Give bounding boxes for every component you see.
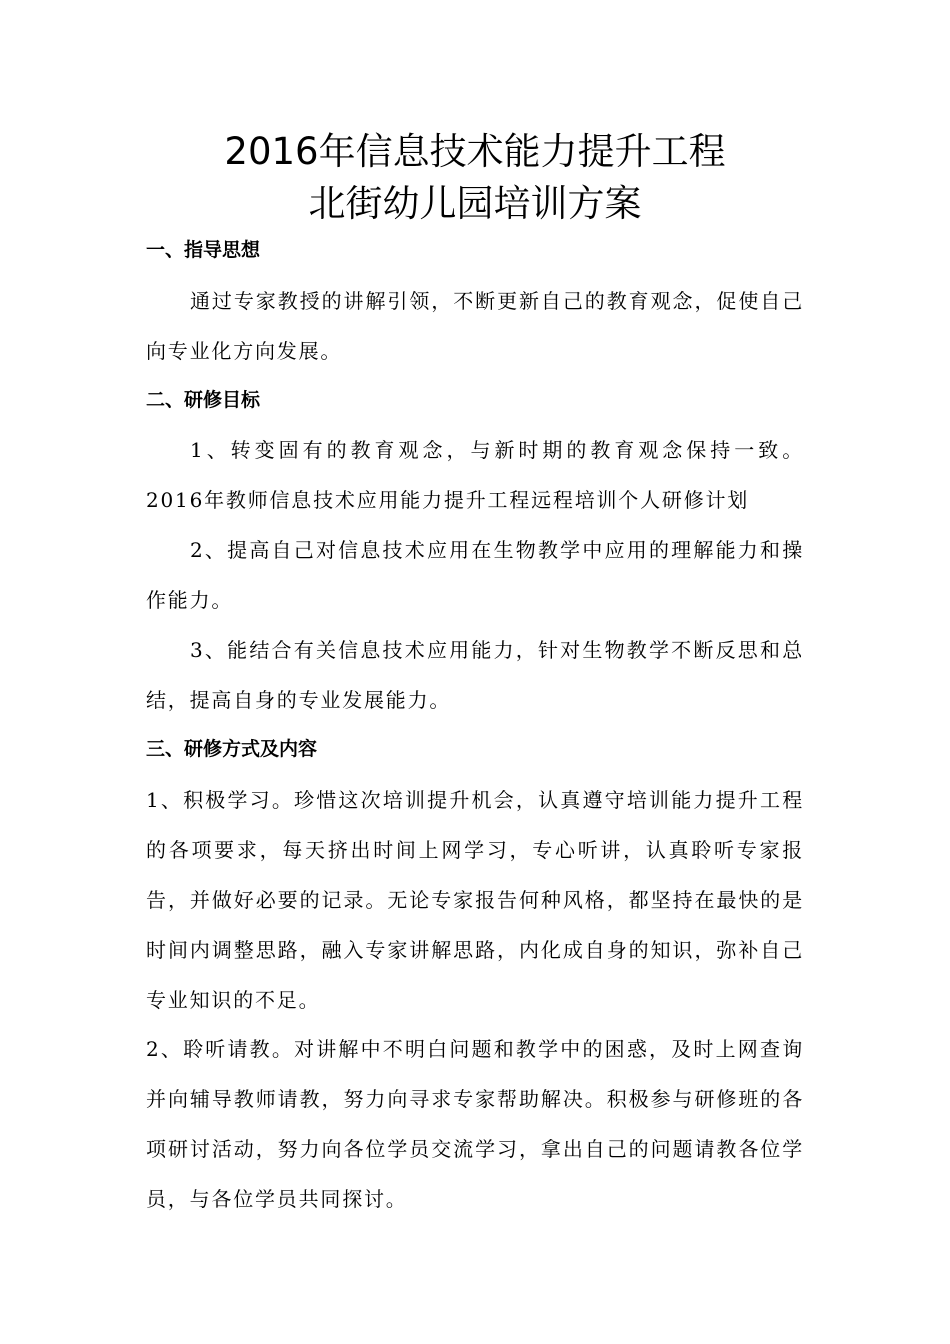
paragraph-goal-3: 3、能结合有关信息技术应用能力，针对生物教学不断反思和总结，提高自身的专业发展能力。	[146, 638, 804, 712]
paragraph-goal-2: 2、提高自己对信息技术应用在生物教学中应用的理解能力和操作能力。	[146, 538, 804, 612]
section-heading-guiding-thought: 一、指导思想	[146, 239, 261, 261]
paragraph-goal-1: 1、转变固有的教育观念，与新时期的教育观念保持一致。2016年教师信息技术应用能力提升工程远程培训个人研修计划	[146, 438, 804, 512]
section-heading-study-goals: 二、研修目标	[146, 389, 261, 411]
paragraph-method-1: 1、积极学习。珍惜这次培训提升机会，认真遵守培训能力提升工程的各项要求，每天挤出时间上网学习，专心听讲，认真聆听专家报告，并做好必要的记录。无论专家报告何种风格，都坚持在最快的是时间内调整思路，融入专家讲解思路，内化成自身的知识，弥补自己专业知识的不足。	[146, 788, 804, 1012]
paragraph-method-2: 2、聆听请教。对讲解中不明白问题和教学中的困惑，及时上网查询并向辅导教师请教，努力向寻求专家帮助解决。积极参与研修班的各项研讨活动，努力向各位学员交流学习，拿出自己的问题请教各位学员，与各位学员共同探讨。	[146, 1037, 804, 1211]
document-title-line-1: 2016年信息技术能力提升工程	[224, 130, 726, 173]
document-title-line-2: 北街幼儿园培训方案	[308, 182, 642, 225]
paragraph-guiding-thought: 通过专家教授的讲解引领，不断更新自己的教育观念，促使自己向专业化方向发展。	[146, 289, 804, 363]
section-heading-study-methods: 三、研修方式及内容	[146, 738, 318, 760]
